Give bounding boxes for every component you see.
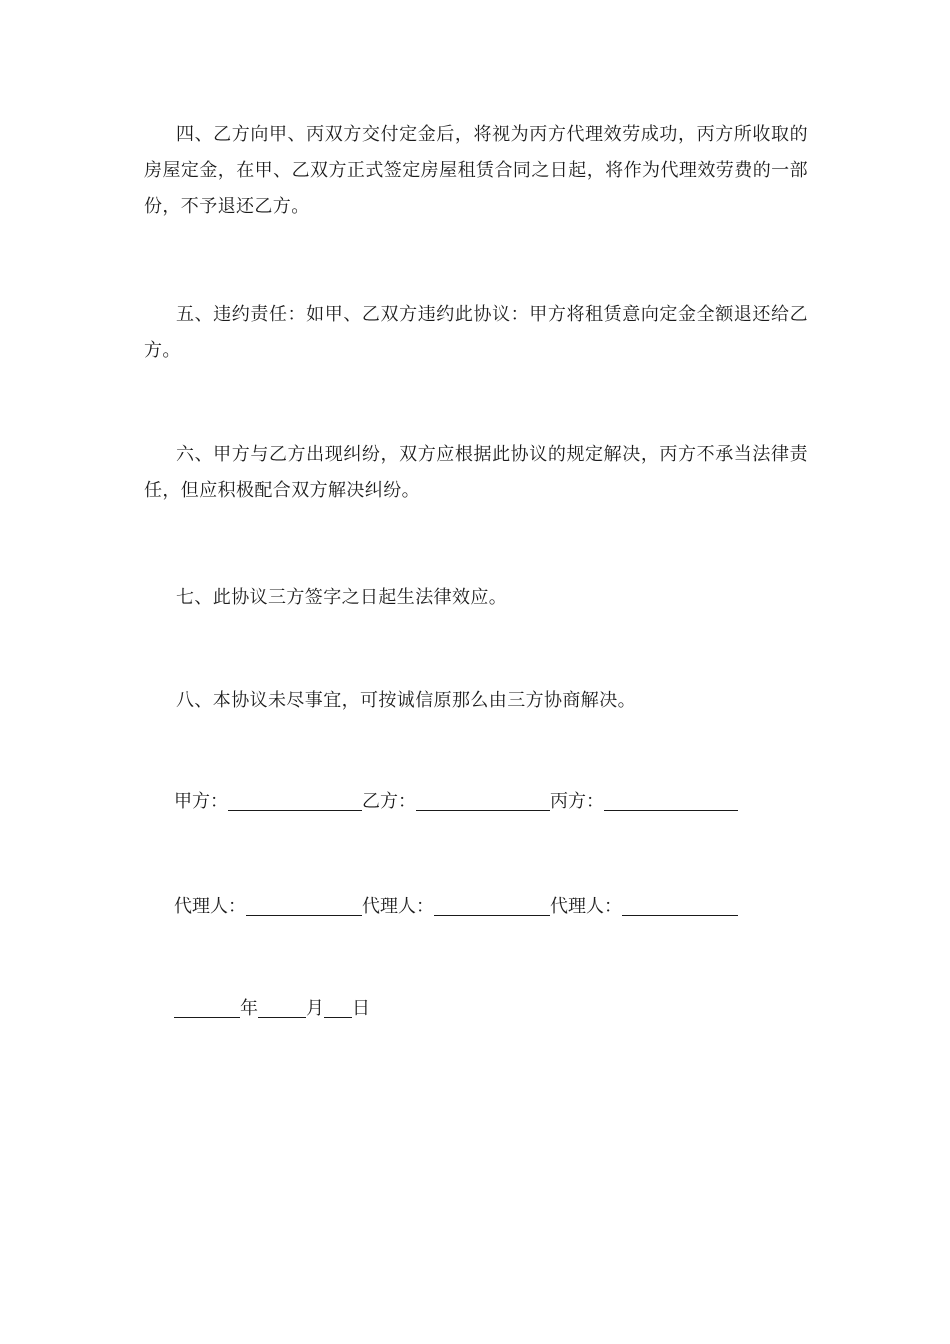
agent-b-label: 代理人： — [362, 896, 434, 917]
agent-c-label: 代理人： — [550, 896, 622, 917]
year-blank[interactable] — [174, 999, 240, 1018]
agent-c-signature-blank[interactable] — [622, 897, 738, 916]
year-label: 年 — [240, 998, 258, 1019]
agent-b-signature-blank[interactable] — [434, 897, 550, 916]
party-a-label: 甲方： — [174, 791, 228, 812]
month-blank[interactable] — [258, 999, 306, 1018]
party-a-signature-blank[interactable] — [228, 792, 362, 811]
clause-8: 八、本协议未尽事宜，可按诚信原那么由三方协商解决。 — [176, 690, 636, 711]
clause-6: 六、甲方与乙方出现纠纷，双方应根据此协议的规定解决，丙方不承当法律责任，但应积极配合双方解决纠纷。 — [144, 444, 808, 501]
date-row — [174, 997, 370, 1021]
party-signature-row — [174, 790, 738, 814]
day-blank[interactable] — [324, 999, 352, 1018]
party-b-label: 乙方： — [362, 791, 416, 812]
party-c-signature-blank[interactable] — [604, 792, 738, 811]
clause-5: 五、违约责任：如甲、乙双方违约此协议：甲方将租赁意向定金全额退还给乙方。 — [144, 304, 808, 361]
clause-7: 七、此协议三方签字之日起生法律效应。 — [176, 587, 508, 608]
party-b-signature-blank[interactable] — [416, 792, 550, 811]
agent-signature-row — [174, 895, 738, 919]
agent-a-signature-blank[interactable] — [246, 897, 362, 916]
month-label: 月 — [306, 998, 324, 1019]
agent-a-label: 代理人： — [174, 896, 246, 917]
clause-4: 四、乙方向甲、丙双方交付定金后，将视为丙方代理效劳成功，丙方所收取的房屋定金，在甲、乙双方正式签定房屋租赁合同之日起，将作为代理效劳费的一部份，不予退还乙方。 — [144, 124, 808, 217]
party-c-label: 丙方： — [550, 791, 604, 812]
day-label: 日 — [352, 998, 370, 1019]
